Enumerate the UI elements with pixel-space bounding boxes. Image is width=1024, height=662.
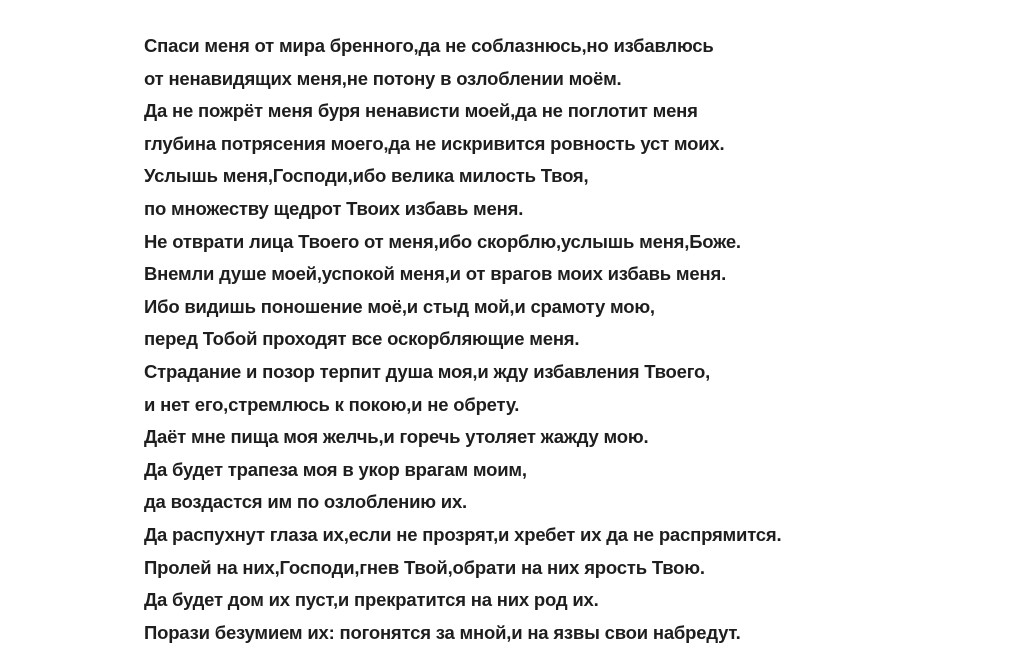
text-line: Внемли душе моей,успокой меня,и от врагов моих избавь меня. xyxy=(144,263,727,285)
text-line: Пролей на них,Господи,гнев Твой,обрати на них ярость Твою. xyxy=(144,556,705,578)
text-line: Да не пожрёт меня буря ненависти моей,да не поглотит меня xyxy=(144,100,698,122)
text-line: Да будет дом их пуст,и прекратится на них род их. xyxy=(144,589,599,611)
text-line: Страдание и позор терпит душа моя,и жду избавления Твоего, xyxy=(144,360,711,382)
text-line: Порази безумием их: погонятся за мной,и на язвы свои набредут. xyxy=(144,621,741,643)
text-line: глубина потрясения моего,да не искривится ровность уст моих. xyxy=(144,132,725,154)
text-line: Услышь меня,Господи,ибо велика милость Твоя, xyxy=(144,165,589,187)
text-line: Даёт мне пища моя желчь,и горечь утоляет жажду мою. xyxy=(144,426,649,448)
text-line: Да распухнут глаза их,если не прозрят,и хребет их да не распрямится. xyxy=(144,523,782,545)
prayer-text xyxy=(144,30,1004,649)
text-line: да воздастся им по озлоблению их. xyxy=(144,491,467,513)
text-line: Не отврати лица Твоего от меня,ибо скорблю,услышь меня,Боже. xyxy=(144,230,741,252)
text-line: Спаси меня от мира бренного,да не соблазнюсь,но избавлюсь xyxy=(144,35,714,56)
text-line: и нет его,стремлюсь к покою,и не обрету. xyxy=(144,393,520,415)
text-line: перед Тобой проходят все оскорбляющие меня. xyxy=(144,328,580,350)
text-line: по множеству щедрот Твоих избавь меня. xyxy=(144,197,524,219)
text-line: Ибо видишь поношение моё,и стыд мой,и срамоту мою, xyxy=(144,295,655,317)
text-line: Да будет трапеза моя в укор врагам моим, xyxy=(144,458,527,480)
text-line: от ненавидящих меня,не потону в озлоблении моём. xyxy=(144,67,622,89)
